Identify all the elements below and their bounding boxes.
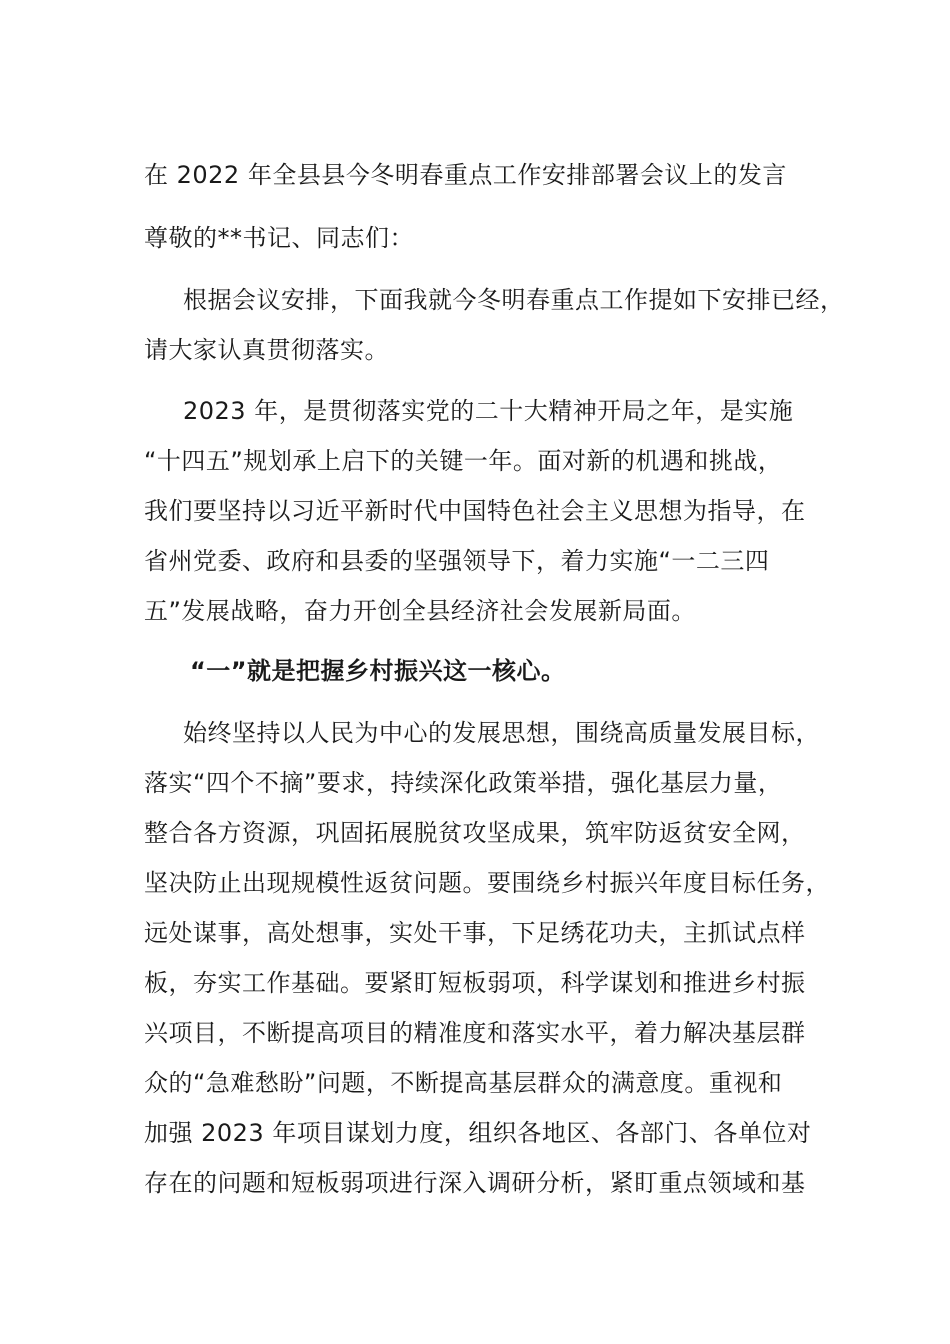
paragraph-line: 2023 年，是贯彻落实党的二十大精神开局之年，是实施 <box>183 397 794 425</box>
paragraph-line: 请大家认真贯彻落实。 <box>144 336 389 364</box>
section-heading: “一”就是把握乡村振兴这一核心。 <box>190 657 566 685</box>
paragraph-line: 始终坚持以人民为中心的发展思想，围绕高质量发展目标， <box>183 719 820 747</box>
paragraph-line: 根据会议安排，下面我就今冬明春重点工作提如下安排已经， <box>183 286 845 314</box>
document-title: 在 2022 年全县县今冬明春重点工作安排部署会议上的发言 <box>144 161 787 189</box>
paragraph-line: 加强 2023 年项目谋划力度，组织各地区、各部门、各单位对 <box>144 1119 812 1147</box>
paragraph-line: 远处谋事，高处想事，实处干事，下足绣花功夫，主抓试点样 <box>144 919 806 947</box>
paragraph-line: 我们要坚持以习近平新时代中国特色社会主义思想为指导，在 <box>144 497 806 525</box>
paragraph-line: 落实“四个不摘”要求，持续深化政策举措，强化基层力量， <box>144 769 783 797</box>
paragraph-line: “十四五”规划承上启下的关键一年。面对新的机遇和挑战， <box>144 447 783 475</box>
paragraph-line: 整合各方资源，巩固拓展脱贫攻坚成果，筑牢防返贫安全网， <box>144 819 806 847</box>
paragraph-line: 众的“急难愁盼”问题，不断提高基层群众的满意度。重视和 <box>144 1069 783 1097</box>
paragraph-line: 坚决防止出现规模性返贫问题。要围绕乡村振兴年度目标任务， <box>144 869 830 897</box>
paragraph-line: 板，夯实工作基础。要紧盯短板弱项，科学谋划和推进乡村振 <box>144 969 806 997</box>
salutation: 尊敬的**书记、同志们： <box>144 224 414 252</box>
paragraph-line: 存在的问题和短板弱项进行深入调研分析，紧盯重点领域和基 <box>144 1169 806 1197</box>
paragraph-line: 兴项目，不断提高项目的精准度和落实水平，着力解决基层群 <box>144 1019 806 1047</box>
paragraph-line: 五”发展战略，奋力开创全县经济社会发展新局面。 <box>144 597 696 625</box>
paragraph-line: 省州党委、政府和县委的坚强领导下，着力实施“一二三四 <box>144 547 770 575</box>
document-body <box>144 0 845 1344</box>
